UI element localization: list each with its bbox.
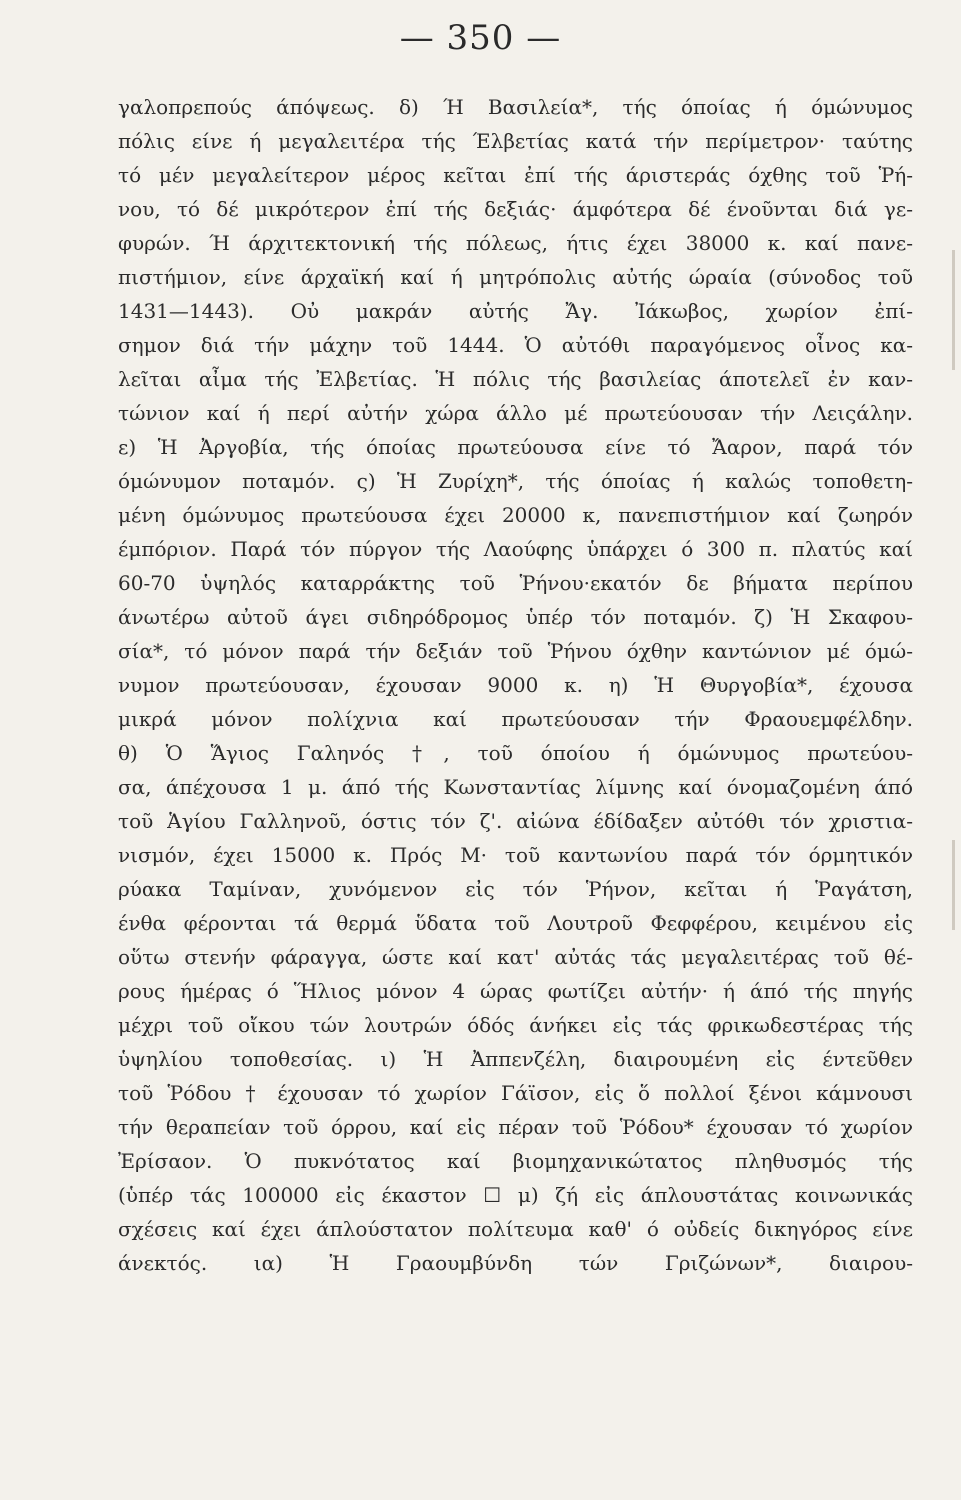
text-line: άνεκτός. ια) Ἡ Γραουμβύνδη τών Γριζώνων*, διαιρου- (118, 1251, 913, 1275)
text-line: σία*, τό μόνον παρά τήν δεξιάν τοῦ Ῥήνου όχθην καντώνιον μέ όμώ- (118, 639, 913, 663)
text-line: ὑψηλίου τοποθεσίας. ι) Ἡ Ἀππενζέλη, διαιρουμένη εἰς έντεῦθεν (118, 1047, 913, 1071)
page-edge-mark (952, 840, 955, 930)
text-line: σημον διά τήν μάχην τοῦ 1444. Ὁ αὐτόθι παραγόμενος οἶνος κα- (118, 333, 913, 357)
text-line: όμώνυμον ποταμόν. ς) Ἡ Ζυρίχη*, τής όποίας ή καλώς τοποθετη- (118, 469, 913, 493)
text-line: έμπόριον. Παρά τόν πύργον τής Λαούφης ὑπάρχει ό 300 π. πλατύς καί (118, 537, 913, 561)
body-text (118, 90, 913, 1280)
text-line: σχέσεις καί έχει άπλούστατον πολίτευμα καθ' ό οὐδείς δικηγόρος είνε (118, 1217, 913, 1241)
text-line: οὕτω στενήν φάραγγα, ώστε καί κατ' αὐτάς τάς μεγαλειτέρας τοῦ θέ- (118, 945, 913, 969)
text-line: νισμόν, έχει 15000 κ. Πρός Μ· τοῦ καντωνίου παρά τόν όρμητικόν (118, 843, 913, 867)
text-line: μέχρι τοῦ οἴκου τών λουτρών όδός άνήκει εἰς τάς φρικωδεστέρας τής (118, 1013, 913, 1037)
text-line: τό μέν μεγαλείτερον μέρος κεῖται ἐπί τής άριστεράς όχθης τοῦ Ῥή- (118, 163, 913, 187)
text-line: ε) Ἡ Ἀργοβία, τής όποίας πρωτεύουσα είνε τό Ἄαρον, παρά τόν (118, 435, 913, 459)
text-line: γαλοπρεπούς άπόψεως. δ) Ή Βασιλεία*, τής όποίας ή όμώνυμος (118, 95, 913, 119)
text-line: μικρά μόνον πολίχνια καί πρωτεύουσαν τήν Φραουεμφέλδην. (118, 707, 913, 731)
text-line: τοῦ Ῥόδου † έχουσαν τό χωρίον Γάϊσον, εἰς ὅ πολλοί ξένοι κάμνουσι (118, 1081, 913, 1105)
text-line: πόλις είνε ή μεγαλειτέρα τής Έλβετίας κατά τήν περίμετρον· ταύτης (118, 129, 913, 153)
text-line: πιστήμιον, είνε άρχαϊκή καί ή μητρόπολις αὐτής ώραία (σύνοδος τοῦ (118, 265, 913, 289)
text-line: ρύακα Ταμίναν, χυνόμενον εἰς τόν Ῥήνον, κεῖται ή Ῥαγάτση, (118, 877, 913, 901)
text-line: (ὑπέρ τάς 100000 εἰς έκαστον ☐ μ) ζή εἰς άπλουστάτας κοινωνικάς (118, 1183, 913, 1207)
text-line: σα, άπέχουσα 1 μ. άπό τής Κωνσταντίας λίμνης καί όνομαζομένη άπό (118, 775, 913, 799)
text-line: ρους ήμέρας ό Ἥλιος μόνον 4 ώρας φωτίζει αὐτήν· ή άπό τής πηγής (118, 979, 913, 1003)
text-line: νυμον πρωτεύουσαν, έχουσαν 9000 κ. η) Ἡ Θυργοβία*, έχουσα (118, 673, 913, 697)
text-line: τώνιον καί ή περί αὐτήν χώρα άλλο μέ πρωτεύουσαν τήν Λειςάλην. (118, 401, 913, 425)
text-line: νου, τό δέ μικρότερον ἐπί τής δεξιάς· άμφότερα δέ ένοῦνται διά γε- (118, 197, 913, 221)
text-line: Ἐρίσαον. Ὁ πυκνότατος καί βιομηχανικώτατος πληθυσμός τής (118, 1149, 913, 1173)
text-line: 1431—1443). Οὐ μακράν αὐτής Ἄγ. Ἰάκωβος, χωρίον ἐπί- (118, 299, 913, 323)
text-line: θ) Ὁ Ἅγιος Γαληνός †, τοῦ όποίου ή όμώνυμος πρωτεύου- (118, 741, 913, 765)
text-line: ένθα φέρονται τά θερμά ὕδατα τοῦ Λουτροῦ Φεφφέρου, κειμένου εἰς (118, 911, 913, 935)
text-line: 60-70 ὑψηλός καταρράκτης τοῦ Ῥήνου·εκατόν δε βήματα περίπου (118, 571, 913, 595)
page-edge-mark (952, 250, 955, 370)
text-line: λεῖται αἶμα τής Ἐλβετίας. Ἡ πόλις τής βασιλείας άποτελεῖ ἐν καν- (118, 367, 913, 391)
text-line: άνωτέρω αὐτοῦ άγει σιδηρόδρομος ὑπέρ τόν ποταμόν. ζ) Ἡ Σκαφου- (118, 605, 913, 629)
text-line: μένη όμώνυμος πρωτεύουσα έχει 20000 κ, πανεπιστήμιον καί ζωηρόν (118, 503, 913, 527)
text-line: τοῦ Ἁγίου Γαλληνοῦ, όστις τόν ζ'. αἰώνα έδίδαξεν αὐτόθι τόν χριστια- (118, 809, 913, 833)
text-line: φυρών. Ή άρχιτεκτονική τής πόλεως, ήτις έχει 38000 κ. καί πανε- (118, 231, 913, 255)
text-line: τήν θεραπείαν τοῦ όρρου, καί εἰς πέραν τοῦ Ῥόδου* έχουσαν τό χωρίον (118, 1115, 913, 1139)
page-number: — 350 — (399, 18, 562, 58)
